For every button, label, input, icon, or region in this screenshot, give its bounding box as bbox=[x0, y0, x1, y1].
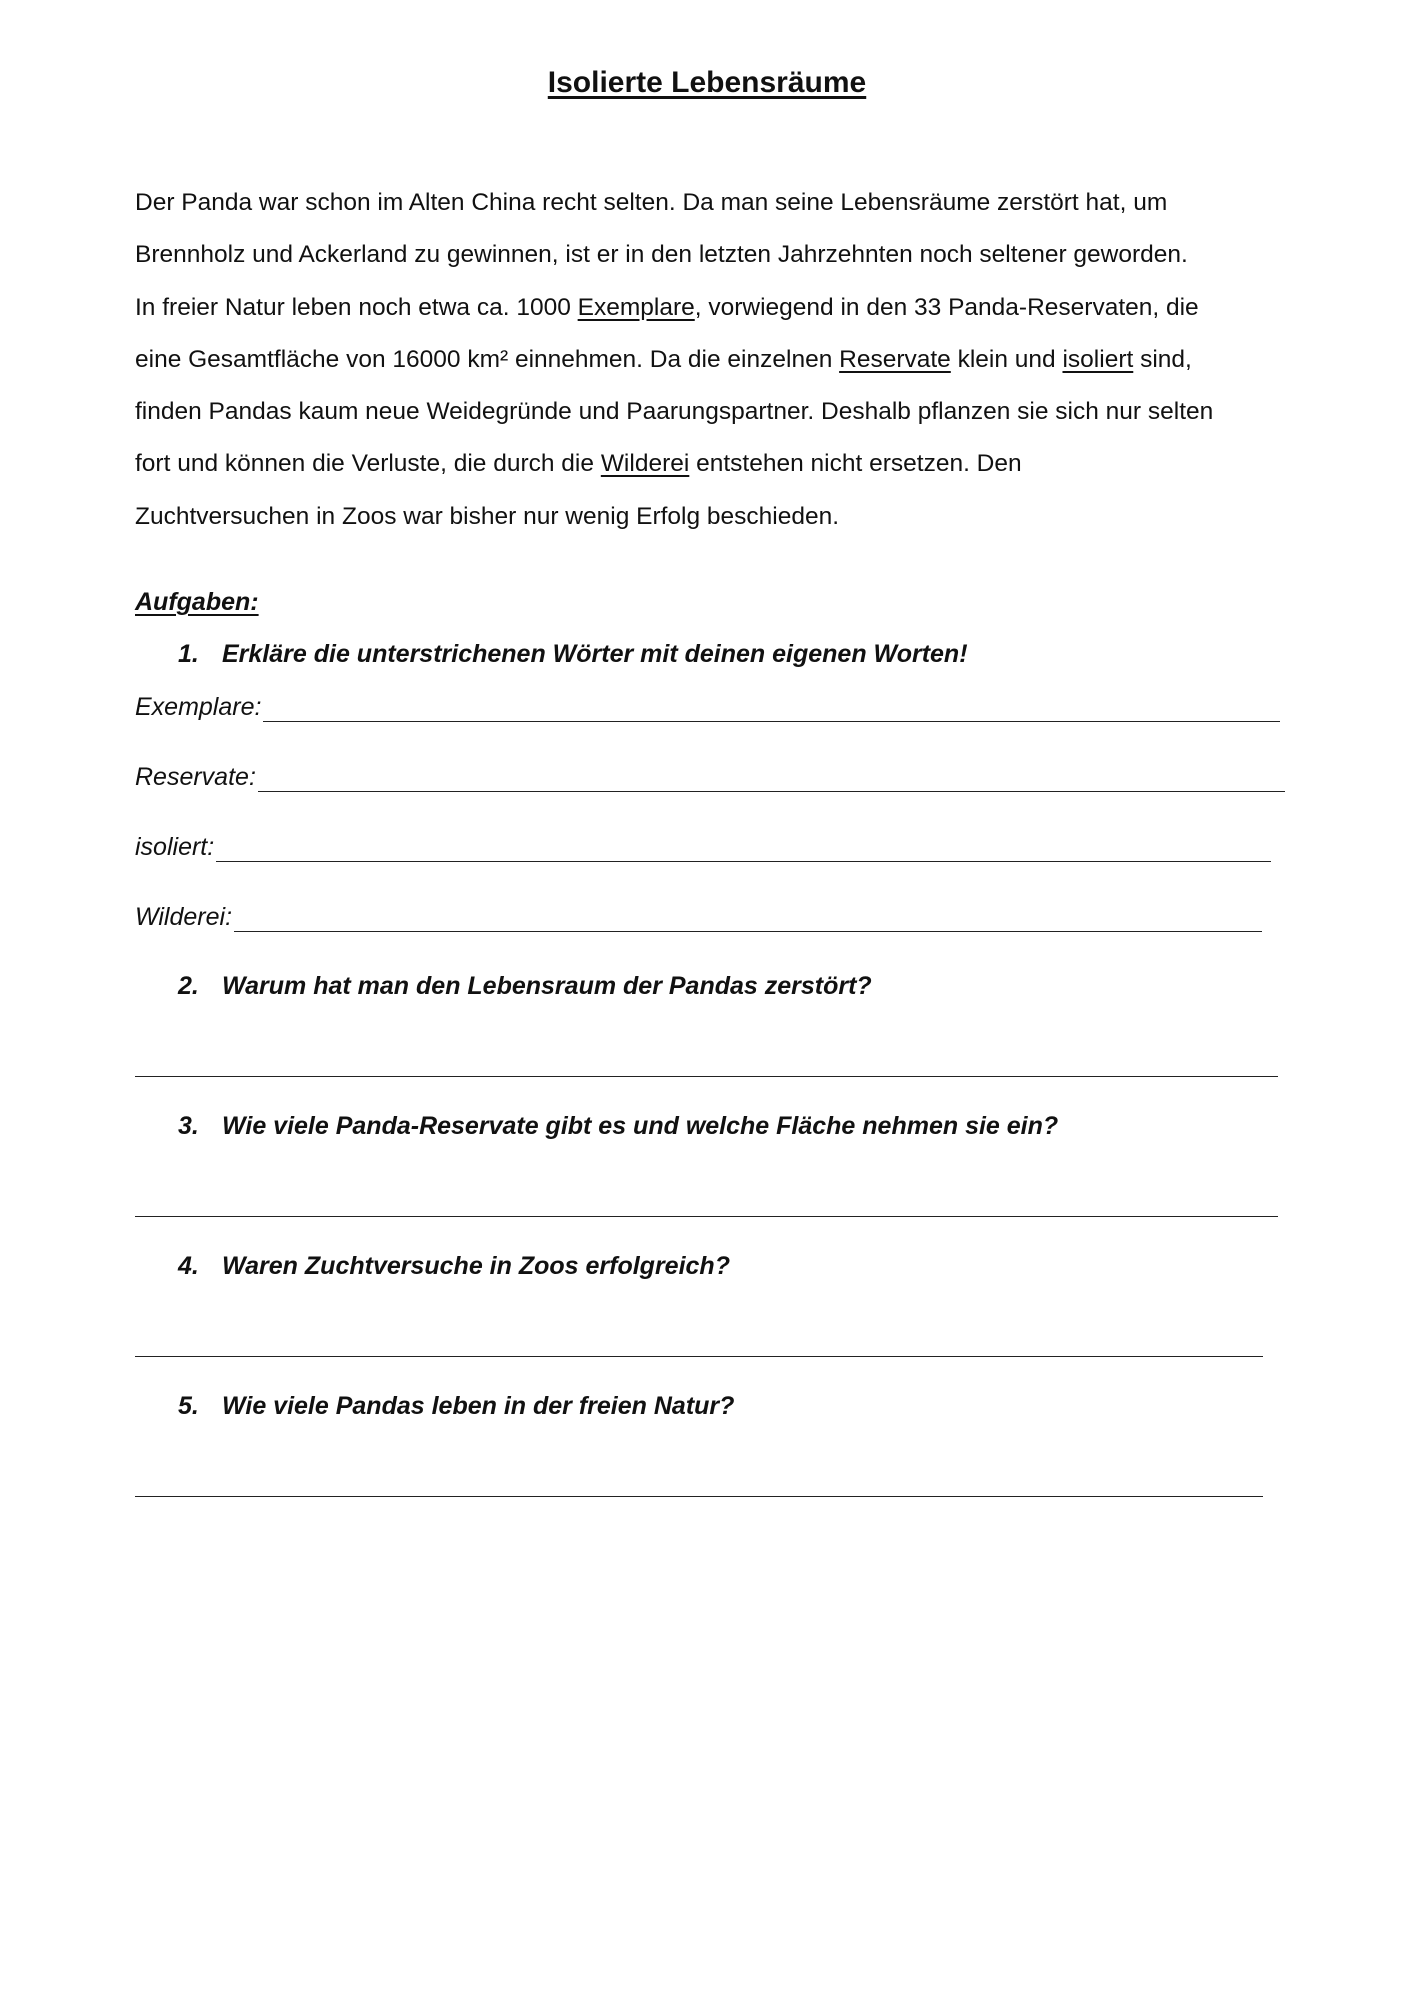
question-3 bbox=[178, 1112, 1058, 1141]
term-row-isoliert bbox=[135, 833, 1271, 862]
paragraph-line bbox=[135, 229, 1295, 281]
paragraph-text: klein und bbox=[950, 345, 1063, 373]
paragraph-line bbox=[135, 438, 1295, 490]
term-label: Wilderei: bbox=[135, 903, 233, 931]
paragraph-line bbox=[135, 177, 1295, 229]
paragraph-line bbox=[135, 334, 1295, 386]
question-text: Wie viele Panda-Reservate gibt es und welche Fläche nehmen sie ein? bbox=[222, 1112, 1059, 1140]
page-title: Isolierte Lebensräume bbox=[547, 66, 867, 99]
question-number: 2. bbox=[178, 972, 199, 1000]
answer-line-4[interactable] bbox=[135, 1356, 1263, 1357]
question-2 bbox=[178, 972, 872, 1001]
question-number: 3. bbox=[178, 1112, 199, 1140]
question-text: Warum hat man den Lebensraum der Pandas zerstört? bbox=[222, 972, 872, 1000]
paragraph-text: , vorwiegend in den 33 Panda-Reservaten, die bbox=[694, 293, 1199, 321]
term-row-reservate bbox=[135, 763, 1285, 792]
question-number: 1. bbox=[178, 640, 199, 668]
paragraph-line bbox=[135, 386, 1295, 438]
paragraph-text: In freier Natur leben noch etwa ca. 1000 bbox=[135, 293, 578, 321]
paragraph-line bbox=[135, 491, 1295, 543]
question-5 bbox=[178, 1392, 734, 1421]
question-number: 5. bbox=[178, 1392, 199, 1420]
underlined-term-exemplare: Exemplare bbox=[577, 293, 695, 321]
tasks-heading: Aufgaben: bbox=[135, 588, 259, 616]
answer-blank-exemplare[interactable] bbox=[263, 697, 1280, 722]
underlined-term-wilderei: Wilderei bbox=[600, 450, 690, 478]
term-label: Reservate: bbox=[135, 763, 256, 791]
paragraph-text: Brennholz und Ackerland zu gewinnen, ist er in den letzten Jahrzehnten noch seltener geworden. bbox=[135, 241, 1188, 269]
paragraph-line bbox=[135, 282, 1295, 334]
question-text: Waren Zuchtversuche in Zoos erfolgreich? bbox=[222, 1252, 730, 1280]
paragraph-text: sind, bbox=[1133, 345, 1192, 373]
paragraph-text: eine Gesamtfläche von 16000 km² einnehmen. Da die einzelnen bbox=[135, 345, 840, 373]
term-label: isoliert: bbox=[135, 833, 215, 861]
term-row-wilderei bbox=[135, 903, 1262, 932]
paragraph-text: finden Pandas kaum neue Weidegründe und Paarungspartner. Deshalb pflanzen sie sich nur selten bbox=[135, 398, 1214, 426]
question-text: Wie viele Pandas leben in der freien Natur? bbox=[222, 1392, 735, 1420]
answer-blank-reservate[interactable] bbox=[258, 767, 1285, 792]
paragraph-text: entstehen nicht ersetzen. Den bbox=[689, 450, 1022, 478]
term-row-exemplare bbox=[135, 693, 1280, 722]
answer-line-5[interactable] bbox=[135, 1496, 1263, 1497]
term-label: Exemplare: bbox=[135, 693, 262, 721]
intro-paragraph bbox=[135, 177, 1295, 543]
paragraph-text: fort und können die Verluste, die durch die bbox=[135, 450, 601, 478]
answer-line-3[interactable] bbox=[135, 1216, 1278, 1217]
underlined-term-reservate: Reservate bbox=[839, 345, 951, 373]
question-4 bbox=[178, 1252, 730, 1281]
question-number: 4. bbox=[178, 1252, 199, 1280]
answer-line-2[interactable] bbox=[135, 1076, 1278, 1077]
underlined-term-isoliert: isoliert bbox=[1062, 345, 1134, 373]
answer-blank-wilderei[interactable] bbox=[234, 907, 1262, 932]
question-1 bbox=[178, 640, 968, 669]
paragraph-text: Der Panda war schon im Alten China recht selten. Da man seine Lebensräume zerstört hat, um bbox=[135, 189, 1168, 216]
question-text: Erkläre die unterstrichenen Wörter mit deinen eigenen Worten! bbox=[222, 640, 968, 668]
answer-blank-isoliert[interactable] bbox=[216, 837, 1271, 862]
paragraph-text: Zuchtversuchen in Zoos war bisher nur wenig Erfolg beschieden. bbox=[135, 502, 840, 530]
